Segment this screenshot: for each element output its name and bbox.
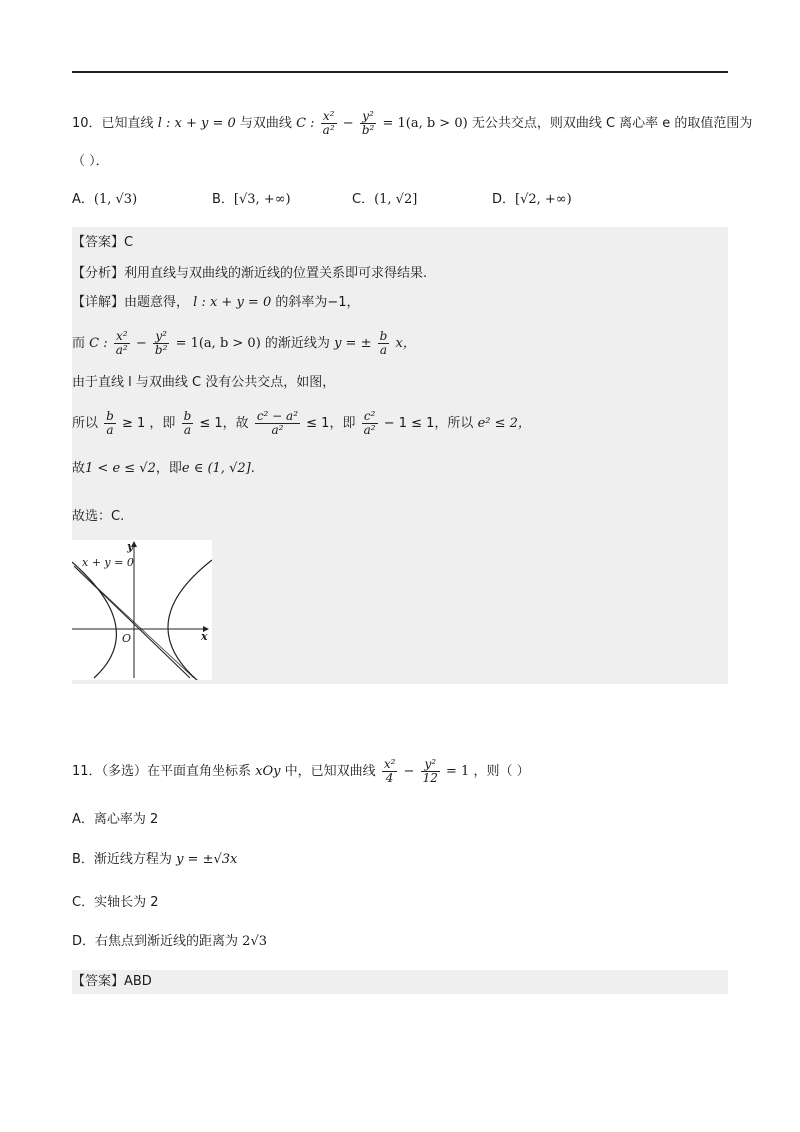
q11-option-d: D．右焦点到渐近线的距离为 2√3 xyxy=(72,934,267,949)
q10-stem: 10．已知直线 l : x + y = 0 与双曲线 C : $\frac{\text{x²}}{\text{a²}}$ − $\frac{\text{y²}}{\text{b²}}$ = 1(a, b > 0) 无公共交点，则双曲线 C 离心率 e 的取值范围为 xyxy=(72,109,753,137)
q10-analysis: 【分析】利用直线与双曲线的渐近线的位置关系即可求得结果. xyxy=(72,266,428,281)
hyperbola-graph-svg xyxy=(72,540,212,680)
graph-y-label: y xyxy=(127,540,134,553)
q10-detail-2: 而 C : $\frac{\text{x²}}{\text{a²}}$ − $\frac{\text{y²}}{\text{b²}}$ = 1(a, b > 0) 的渐近线为 y = ± $\frac{b}{a}$ x， xyxy=(72,329,416,357)
q11-option-b: B．渐近线方程为 y = ±√3x xyxy=(72,852,238,867)
q10-option-a: A．(1, √3) xyxy=(72,192,138,207)
q10-detail-1: 【详解】由题意得， l : x + y = 0 的斜率为−1， xyxy=(72,295,360,310)
left-branch xyxy=(72,562,116,678)
q10-detail-4: 所以 $\frac{b}{a}$ ≥ 1 ，即 $\frac{b}{a}$ ≤ 1，故 $\frac{\text{c² − a²}}{\text{a²}}$ ≤ 1，即 $\frac{\text{c²}}{\text{a²}}$ − 1 ≤ 1，所以 e² ≤ 2， xyxy=(72,409,531,437)
q10-answer: 【答案】C xyxy=(72,235,134,250)
q10-option-b: B．[√3, +∞) xyxy=(212,192,291,207)
q10-choose: 故选：C. xyxy=(72,509,125,524)
q11-option-a: A．离心率为 2 xyxy=(72,812,159,827)
q11-answer: 【答案】ABD xyxy=(72,974,152,989)
q11-option-c: C．实轴长为 2 xyxy=(72,895,159,910)
q11-answer-box xyxy=(72,970,728,994)
hyperbola-graph xyxy=(72,540,212,680)
header-rule xyxy=(72,71,728,73)
right-branch xyxy=(168,560,212,680)
q10-option-d: D．[√2, +∞) xyxy=(492,192,572,207)
q10-detail-5: 故1 < e ≤ √2，即e ∈ (1, √2]. xyxy=(72,461,255,476)
q10-detail-3: 由于直线 l 与双曲线 C 没有公共交点，如图， xyxy=(72,375,336,390)
q10-paren: （ ）． xyxy=(72,154,109,169)
q11-stem: 11．（多选）在平面直角坐标系 xOy 中，已知双曲线 $\frac{\text{x²}}{4}$ − $\frac{\text{y²}}{12}$ = 1 ，则（ ） xyxy=(72,757,530,785)
q10-option-c: C．(1, √2] xyxy=(352,192,418,207)
graph-origin-label: O xyxy=(122,632,132,645)
graph-x-label: x xyxy=(201,630,208,643)
graph-line-label: x + y = 0 xyxy=(82,556,134,569)
